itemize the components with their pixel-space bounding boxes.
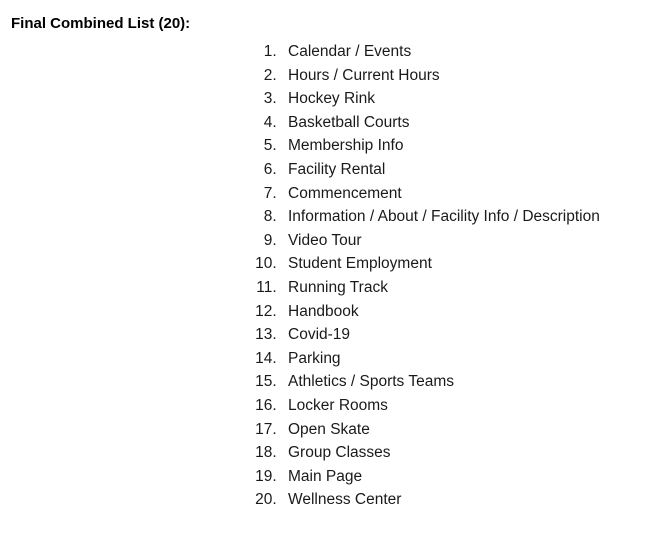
list-item [281,370,649,394]
list-item [281,276,649,300]
list-item [281,441,649,465]
list-item [281,418,649,442]
list-item-label: Membership Info [288,137,404,155]
list-item-label: Main Page [288,467,363,485]
list-item-label: Calendar / Events [288,43,412,60]
list-item [281,488,649,512]
list-item-label: Athletics / Sports Teams [288,373,454,391]
list-item-label: Video Tour [288,231,362,249]
combined-list [11,40,649,512]
list-item-label: Hockey Rink [288,90,375,108]
list-item [281,229,649,253]
list-item-label: Information / About / Facility Info / Description [288,208,600,226]
list-item [281,111,649,135]
list-item [281,347,649,371]
list-item [281,40,649,64]
list-item [281,158,649,182]
list-item [281,87,649,111]
list-item [281,134,649,158]
list-item-label: Handbook [288,302,359,320]
list-item-label: Locker Rooms [288,396,388,414]
list-item [281,300,649,324]
list-item-label: Group Classes [288,444,391,462]
list-item [281,252,649,276]
list-item-label: Running Track [288,278,388,296]
list-item-label: Wellness Center [288,491,402,509]
list-item-label: Parking [288,349,341,367]
list-item [281,323,649,347]
list-item-label: Open Skate [288,420,370,438]
list-item-label: Hours / Current Hours [288,66,440,84]
list-item-label: Facility Rental [288,160,386,178]
list-item [281,182,649,206]
list-item [281,394,649,418]
list-item-label: Student Employment [288,255,432,273]
list-item-label: Covid-19 [288,326,351,344]
list-item-label: Basketball Courts [288,113,410,131]
list-item [281,64,649,88]
list-item [281,465,649,489]
list-item-label: Commencement [288,184,402,202]
list-item [281,205,649,229]
page-title: Final Combined List (20): [11,15,191,32]
